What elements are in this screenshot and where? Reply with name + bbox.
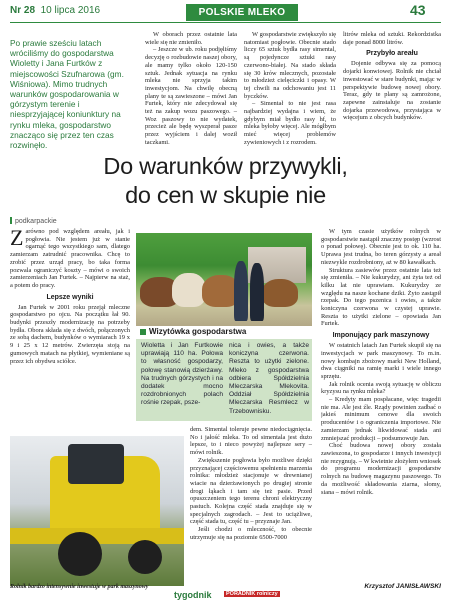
lead-paragraph: Po prawie sześciu latach wróciliśmy do gospodarstwa Wioletty i Jana Furtków z miejscowości Szufnarowa (gm. Wiśniowa). Mimo trudnych warunków gospodarowania w górzystym terenie i niesprzyjającej koniunktury na rynku mleka, gospodarstwo znacząco się przez ten czas rozwinęło. — [10, 38, 124, 151]
badge-square-icon — [140, 329, 146, 335]
issue-label: Nr 28 10 lipca 2016 — [10, 5, 101, 16]
cow-shape — [172, 273, 206, 307]
caption-left: Wioletta i Jan Furtkowie uprawiają 110 ha. Połowa to własność gospodarzy, połowę stanowią dzierżawy. Na trudnych górzystych i na dodatek mocno rozdrobnionych polach rośnie rzepak, psze- — [141, 342, 223, 407]
paragraph: Struktura zasiewów przez ostatnie lata też się zmieniła. – Nie kukurydzy, ani żyta też od kilku lat nie uprawiam. Kukurydzy ze względu na nasze kochane dziki. Żyto zastąpił rzepak. Do tego pszenica i owies, a także koniczyna czerwona w czystej uprawie. Reszta to użytki zielone – opowiada Jan Furtek. — [321, 266, 441, 328]
paragraph: litrów mleka od sztuki. Rekordzistka daje ponad 8000 litrów. — [343, 31, 441, 46]
center-lower-column — [190, 426, 312, 586]
author-byline: Krzysztof JANISŁAWSKI — [364, 583, 441, 590]
page-footer — [0, 590, 451, 600]
paragraph: Jeśli chodzi o mleczność, to obecnie utrzymuje się na poziomie 6500-7000 — [190, 526, 312, 541]
subheading: Lepsze wyniki — [46, 293, 94, 301]
paragraph: Jan Furtek w 2001 roku przejął mleczne gospodarstwo po ojcu. Na początku łał 90. budynki przeszły modernizację na potrzeby bydła. Obora składa się z dwóch, połączonych ze sobą dachem, budynków o wymiarach 19 x 9 i 25 x 12 metrów. Zwierzęta stoją na gumowych matach na płytkiej, wymieniane są przez ich obydwu sciółce. — [10, 303, 130, 365]
paragraph: – Simentał to nie jest rasa najbardziej wydajna i wiem, że gdybym miał bydło rasy hf, to mleka byłoby więcej. Ale mógłbym mieć więcej problemów zywieniowych i z rozrodem. — [244, 100, 336, 146]
page-header — [0, 0, 451, 24]
wheel-shape — [58, 532, 102, 576]
subheading: Imponujący park maszynowy — [332, 332, 430, 340]
harvester-photo — [10, 436, 184, 586]
caption-right: nica i owies, a także koniczyna czerwona. Reszta to użytki zielone. Mleko z gospodarstwa odbiera Spółdzielnia Mleczarska Mlekovita. Oddział Spółdzielnia Mleczarska Resmlecz w Trzebownisku. — [229, 342, 309, 415]
harvester-cab-shape — [68, 444, 124, 484]
right-column — [321, 228, 441, 581]
page-number: 43 — [410, 2, 426, 18]
wheel-shape — [128, 540, 162, 574]
region-tag — [10, 217, 57, 225]
headline-line-1: Do warunków przywykli, — [103, 153, 348, 179]
headline-line-2: do cen w skupie nie — [125, 182, 326, 208]
paragraph: W gospodarstwie zwiększyło się natomiast pogłowie. Obecnie stado liczy 65 sztuk bydła rasy simental, są pojedyncze sztuki rasy czerwono-białej. Na stado składa się 30 krów mlecznych, pozostałe to młodzież cielęciczki i opasy. W tej chwili na odchowaniu jest 11 byczków. — [244, 31, 336, 100]
paragraph: – Kredyty mam pospłacane, więc tragedii nie ma. Ale jest źle. Rządy powinien zadbać o jakieś minimum cenowe dla swoich producentów i o ograniczenia importowe. Nie zamierzam jednak likwidować stada ani zmniejszać produkcji – podsumowuje Jan. — [321, 396, 441, 442]
photo-badge — [136, 326, 312, 338]
top-column-2 — [145, 31, 237, 149]
paragraph: Dojenie odbywa się za pomocą dojarki konwiowej. Rolnik nie chciał inwestować w stare budynki, mając w perspektywie budowę nowej obory. Teraz, gdy te plany są zamrożone, zapewne zainstaluje na zostanie dojarka przewodowa, przystająca w więcejum z obcych budynków. — [343, 60, 441, 122]
top-column-3 — [244, 31, 336, 149]
header-rule — [10, 22, 441, 23]
photo-caption-box — [136, 339, 312, 421]
top-column-4 — [343, 31, 441, 149]
person-shape — [234, 261, 248, 321]
farm-photo — [136, 233, 312, 326]
tag-bar — [10, 217, 12, 224]
paragraph: W oborach przez ostatnie lata wiele się nie zmieniło. — [145, 31, 237, 46]
paragraph: Choć budowa nowej obory została zawieszona, to gospodarze i innych inwestycji nie rezygnują. – W kwietnie złożyłem wniosek do programu modernizacji gospodarstw rolnych na budowę magazynu paszowego. To da możliwość składowania ziarna, słomy, siana – mówi rolnik. — [321, 442, 441, 496]
person-shape — [250, 263, 264, 321]
paragraph: dem. Simental toleruje pewne niedociągnięcia. No i jałość mleka. To od simentala jest dużo lepsze, to i nieco powyżej najlepsze sery – mówi rolnik. — [190, 426, 312, 457]
paragraph: Zwiększenie pogłowia było możliwe dzięki przyznającej częściowemu spełnieniu marzenia rolnika: młodzież stacjonuje w drewnianej wiacie na dzierżawionych po drugiej stronie drogi łąkach i tam się też pasie. Przed opuszczeniem tego terenu chroni elektryczny pastuch. Kolejna część stada znajduje się w specjalnych zagrodach. – Jest to uciążliwe, część stada tu, część tu – przyznaje Jan. — [190, 456, 312, 526]
paragraph: W ostatnich latach Jan Furtek skupił się na inwestycjach w park maszynowy. To m.in. nowy kombajn zbożowy marki New Holland, dwa ciągniki na ramię marki i wiele innego sprzętu. — [321, 342, 441, 380]
issue-date: 10 lipca 2016 — [40, 5, 101, 16]
paragraph: Jak rolnik ocenia swoją sytuację w obliczu kryzysu na rynku mleka? — [321, 380, 441, 396]
paragraph: W tym czasie użytków rolnych w gospodarstwie nastąpił znaczny postęp (wzrost o ponad połowę). Obecnie jest to ok. 110 ha. Uprawa jest trudna, bo teren górzysty a areał niezwykle rozdrobniony, aż w 80 kawałkach. — [321, 228, 441, 266]
badge-label: Wizytówka gospodarstwa — [149, 327, 247, 336]
paragraph — [10, 228, 130, 290]
headline — [0, 152, 451, 210]
region-tag-label: podkarpackie — [15, 218, 57, 225]
footer-brand: tygodnik — [174, 590, 212, 600]
intro-text: arówno pod względem areału, jak i pogłowia. Nie jestem już w stanie ogarnąć tego wszystkiego sam, dlatego zamierzam zatrudnić pracownika. Chcę to zrobić przez urząd pracy, bo taka forma pozwala ograniczyć koszty – mówi o swoich zamierzeniach Jan Furtek. – Najpierw na staż, a potem do pracy. — [10, 228, 130, 289]
cow-shape — [262, 279, 298, 307]
footer-brand-badge: PORADNIK rolniczy — [226, 591, 278, 597]
left-column — [10, 228, 130, 433]
paragraph: – Jeszcze w ub. roku podjęliśmy decyzję o rozbudowie naszej obory, ale mamy tylko około 120-150 sztuk. Jednak sytuacja na rynku mleka nie sprzyja takim inwestycjom. Na chwilę obecną plany te są zawieszone – mówi Jan Furtek, który nie zdecydował się też na zakup wozu paszowego. – Woz paszowy to nie wydatek, przecież ale będę wyszperał pasze przez wyjściem i dalej woził taczkami. — [145, 46, 237, 146]
subheading: Przybyło areału — [366, 50, 418, 58]
section-label: POLSKIE MLEKO — [186, 4, 298, 21]
dropcap: Z — [10, 228, 24, 250]
harvester-caption: Rolnik bardzo intensywnie inwestuje w park maszynowy — [10, 584, 149, 590]
